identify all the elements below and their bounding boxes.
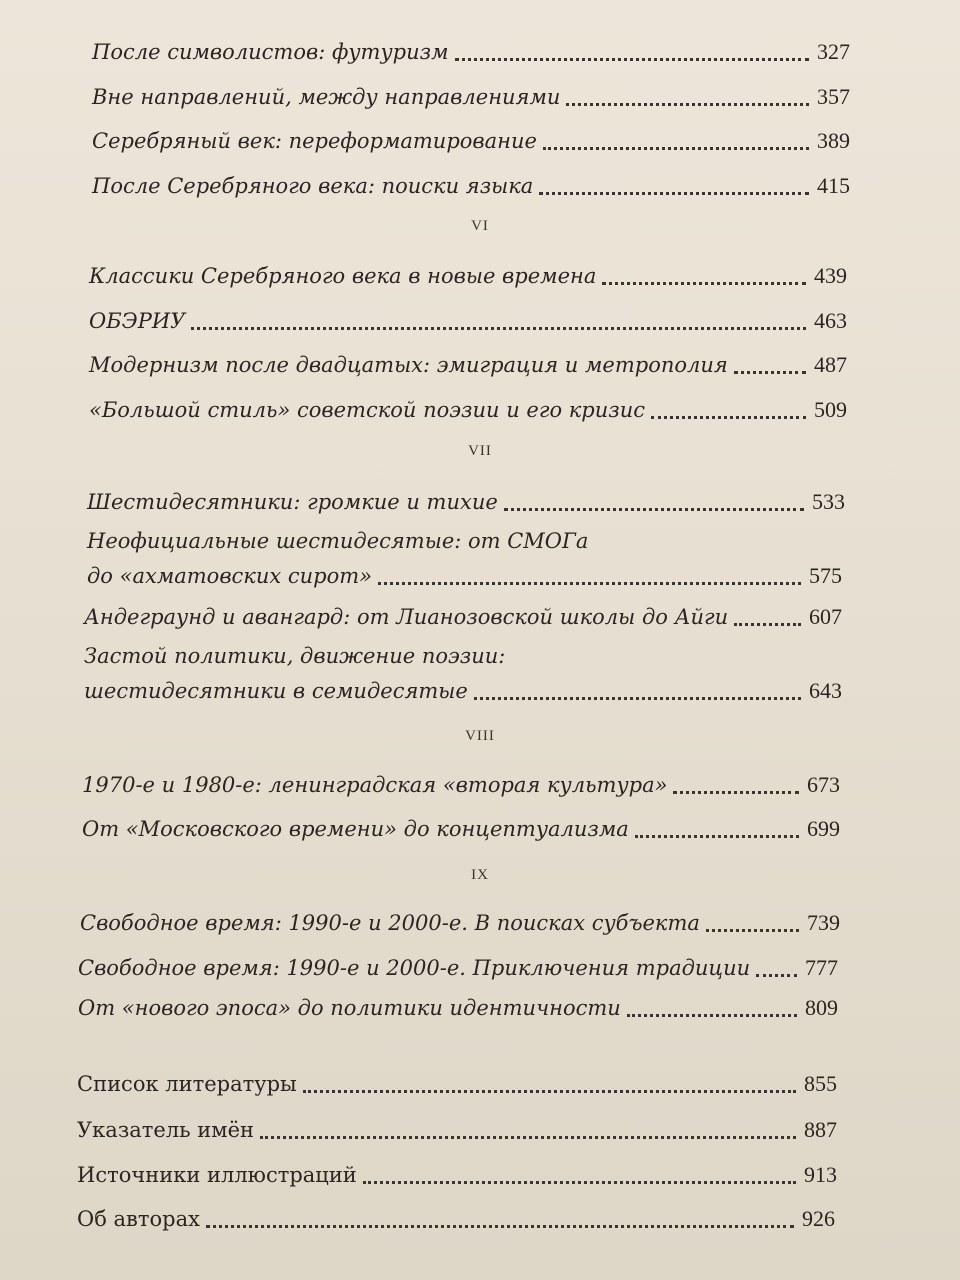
- toc-entry[interactable]: [87, 484, 845, 520]
- leader-dots: [543, 147, 809, 150]
- toc-entry-page: 533: [812, 489, 845, 514]
- toc-entry-title: Классики Серебряного века в новые времена: [89, 264, 597, 288]
- toc-entry[interactable]: [78, 950, 838, 986]
- leader-dots: [756, 974, 797, 977]
- toc-entry-title: После Серебряного века: поиски языка: [92, 174, 534, 198]
- toc-entry[interactable]: [89, 303, 847, 339]
- toc-entry-title: Шестидесятники: громкие и тихие: [87, 490, 498, 514]
- toc-entry[interactable]: [84, 673, 842, 709]
- toc-entry[interactable]: [78, 990, 838, 1026]
- toc-entry-page: 509: [814, 397, 847, 422]
- toc-entry-title: 1970-е и 1980-е: ленинградская «вторая культура»: [82, 773, 668, 797]
- leader-dots: [651, 416, 806, 419]
- toc-entry-page: 575: [809, 563, 842, 588]
- toc-entry-title: От «Московского времени» до концептуализма: [82, 817, 629, 841]
- toc-entry-title: до «ахматовских сирот»: [87, 564, 373, 588]
- leader-dots: [734, 371, 806, 374]
- toc-entry-title: Серебряный век: переформатирование: [92, 129, 537, 153]
- toc-entry-title: Указатель имён: [77, 1118, 255, 1142]
- toc-entry-page: 415: [817, 173, 850, 198]
- toc-entry-page: 643: [809, 678, 842, 703]
- leader-dots: [363, 1181, 796, 1184]
- toc-entry[interactable]: [89, 392, 847, 428]
- section-heading: VII: [468, 443, 492, 459]
- toc-entry-page: 699: [807, 816, 840, 841]
- toc-entry-title: Об авторах: [77, 1207, 200, 1231]
- leader-dots: [474, 697, 801, 700]
- toc-entry[interactable]: [92, 168, 850, 204]
- toc-entry[interactable]: [77, 1157, 837, 1193]
- section-heading: VI: [471, 218, 489, 234]
- leader-dots: [378, 582, 801, 585]
- toc-entry-page: 739: [807, 910, 840, 935]
- leader-dots: [206, 1225, 794, 1228]
- leader-dots: [504, 508, 804, 511]
- toc-entry[interactable]: [89, 347, 847, 383]
- toc-entry[interactable]: [92, 79, 850, 115]
- toc-entry-title: От «нового эпоса» до политики идентичности: [78, 996, 621, 1020]
- toc-entry-title: Свободное время: 1990-е и 2000-е. В поисках субъекта: [80, 911, 700, 935]
- toc-entry[interactable]: [77, 1201, 835, 1237]
- section-heading: VIII: [465, 728, 495, 744]
- toc-entry-page: 439: [814, 263, 847, 288]
- toc-entry[interactable]: [77, 1066, 837, 1102]
- toc-entry-page: 463: [814, 308, 847, 333]
- toc-entry[interactable]: [82, 811, 840, 847]
- toc-entry-page: 887: [804, 1117, 837, 1142]
- toc-entry[interactable]: [92, 34, 850, 70]
- toc-entry-page: 607: [809, 604, 842, 629]
- toc-entry-title: Модернизм после двадцатых: эмиграция и метрополия: [89, 353, 728, 377]
- toc-entry[interactable]: [84, 599, 842, 635]
- leader-dots: [455, 58, 810, 61]
- toc-entry-title: Андеграунд и авангард: от Лианозовской школы до Айги: [84, 605, 729, 629]
- toc-entry-page: 327: [817, 39, 850, 64]
- leader-dots: [635, 835, 799, 838]
- toc-entry-page: 487: [814, 352, 847, 377]
- toc-entry-title: Список литературы: [77, 1072, 297, 1096]
- leader-dots: [566, 103, 809, 106]
- leader-dots: [673, 791, 799, 794]
- toc-entry-title-line1: Неофициальные шестидесятые: от СМОГа: [87, 529, 589, 553]
- toc-entry-page: 357: [817, 84, 850, 109]
- leader-dots: [260, 1136, 796, 1139]
- toc-entry-title: «Большой стиль» советской поэзии и его кризис: [89, 398, 646, 422]
- toc-entry-page: 777: [805, 955, 838, 980]
- leader-dots: [602, 282, 806, 285]
- toc-entry[interactable]: [89, 258, 847, 294]
- toc-entry-page: 913: [804, 1162, 837, 1187]
- toc-entry[interactable]: [80, 905, 840, 941]
- leader-dots: [706, 929, 799, 932]
- toc-entry[interactable]: [77, 1112, 837, 1148]
- toc-entry[interactable]: [87, 558, 842, 594]
- toc-entry-title: Вне направлений, между направлениями: [92, 85, 561, 109]
- section-heading: IX: [471, 867, 489, 883]
- toc-entry-title: ОБЭРИУ: [89, 309, 186, 333]
- toc-entry[interactable]: [82, 767, 840, 803]
- toc-entry-page: 926: [802, 1206, 835, 1231]
- toc-entry-page: 673: [807, 772, 840, 797]
- toc-entry-title: Источники иллюстраций: [77, 1163, 357, 1187]
- toc-entry[interactable]: [92, 123, 850, 159]
- toc-entry-page: 809: [805, 995, 838, 1020]
- toc-entry-title: шестидесятники в семидесятые: [84, 679, 468, 703]
- toc-entry-title: После символистов: футуризм: [92, 40, 449, 64]
- leader-dots: [627, 1014, 797, 1017]
- toc-entry-page: 389: [817, 128, 850, 153]
- toc-entry-page: 855: [804, 1071, 837, 1096]
- toc-entry-title: Свободное время: 1990-е и 2000-е. Приключения традиции: [78, 956, 751, 980]
- leader-dots: [191, 327, 806, 330]
- leader-dots: [539, 192, 809, 195]
- leader-dots: [734, 623, 801, 626]
- toc-entry-title-line1: Застой политики, движение поэзии:: [84, 644, 506, 668]
- leader-dots: [303, 1090, 796, 1093]
